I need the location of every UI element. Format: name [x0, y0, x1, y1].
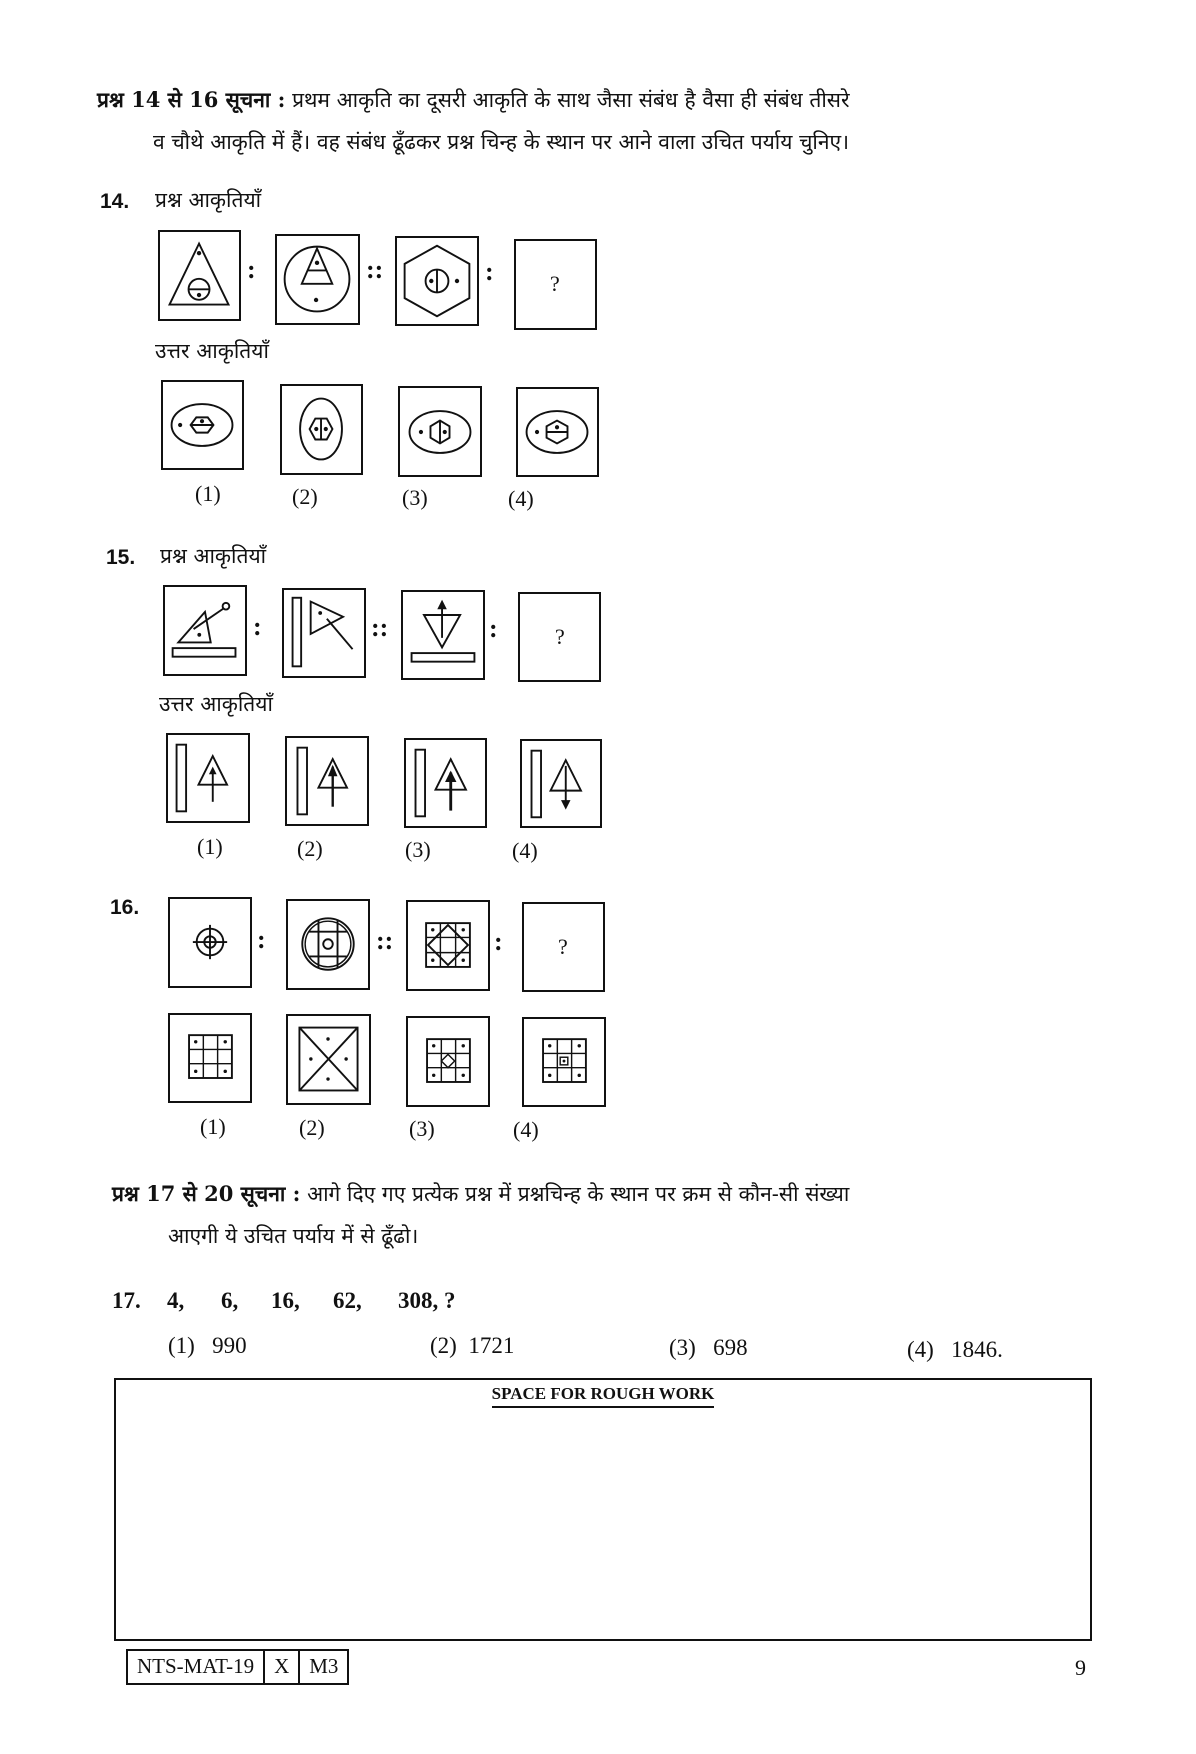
rough-work-title-text: SPACE FOR ROUGH WORK [492, 1384, 715, 1408]
instruction-17-20-line1: आगे दिए गए प्रत्येक प्रश्न में प्रश्नचिन्ह के स्थान पर क्रम से कौन-सी संख्या [307, 1182, 850, 1206]
q14-option-3: (3) [402, 485, 428, 510]
footer-class: X [265, 1651, 300, 1683]
q15-answer-1 [166, 733, 250, 823]
q14-question-label: प्रश्न आकृतियाँ [155, 188, 262, 212]
instruction-17-20-line2: आएगी ये उचित पर्याय में से ढूँढो। [168, 1224, 419, 1248]
q17-term-5: 308, ? [398, 1288, 456, 1313]
q16-figure-2 [286, 899, 370, 990]
q16-answer-2 [286, 1014, 371, 1105]
q14-question-mark: ? [550, 271, 560, 296]
rough-work-title [116, 1384, 1090, 1404]
q15-figure-1 [163, 585, 247, 676]
q15-figure-4 [518, 592, 601, 682]
q15-question-label: प्रश्न आकृतियाँ [160, 544, 267, 568]
q14-number: 14. [100, 190, 130, 213]
q17-option-4-value: 1846. [951, 1337, 1003, 1362]
q16-number: 16. [110, 896, 140, 919]
q17-option-1-num: (1) [168, 1333, 195, 1358]
q14-answer-2 [280, 384, 363, 475]
q17-option-2-value: 1721 [468, 1333, 515, 1358]
q16-figure-3 [406, 900, 490, 991]
instruction-14-16-label: प्रश्न 14 से 16 सूचना : [97, 87, 286, 112]
footer-code-box [126, 1649, 349, 1685]
q15-figure-3 [401, 590, 485, 680]
q16-figure-4 [522, 902, 605, 992]
instruction-17-20 [112, 1172, 849, 1216]
q17-term-2: 6, [221, 1288, 239, 1313]
q17-term-4: 62, [333, 1288, 362, 1313]
q15-option-4: (4) [512, 838, 538, 863]
q16-option-1: (1) [200, 1114, 226, 1139]
q17-option-4 [907, 1337, 1003, 1363]
q15-answer-4 [520, 739, 602, 828]
q15-figure-2 [282, 588, 366, 678]
q16-option-3: (3) [409, 1116, 435, 1141]
q15-option-3: (3) [405, 837, 431, 862]
q17-number: 17. [112, 1288, 141, 1313]
q16-answer-3 [406, 1016, 490, 1107]
q16-separator-1: : [257, 925, 266, 954]
q14-option-1: (1) [195, 481, 221, 506]
q14-figure-3 [395, 236, 479, 326]
q17-term-3: 16, [271, 1288, 300, 1313]
rough-work-box [114, 1378, 1092, 1641]
q16-answer-1 [168, 1013, 252, 1103]
q15-separator-2: :: [371, 613, 389, 642]
q17-option-1-value: 990 [212, 1333, 247, 1358]
q15-answer-3 [404, 738, 487, 828]
q14-option-4: (4) [508, 486, 534, 511]
q14-figure-2 [275, 234, 360, 325]
q14-separator-2: :: [366, 255, 384, 284]
q16-figure-1 [168, 897, 252, 988]
q17-option-2 [430, 1333, 514, 1359]
q14-answer-label: उत्तर आकृतियाँ [155, 339, 269, 363]
q16-option-4: (4) [513, 1117, 539, 1142]
q14-separator-1: : [247, 255, 256, 284]
q17-option-1 [168, 1333, 247, 1359]
q15-separator-1: : [253, 612, 262, 641]
q14-separator-3: : [485, 257, 494, 286]
q16-separator-3: : [494, 927, 503, 956]
q17-option-2-num: (2) [430, 1333, 457, 1358]
q17-option-3 [669, 1335, 748, 1361]
q16-answer-4 [522, 1017, 606, 1107]
footer-code: NTS-MAT-19 [128, 1651, 265, 1683]
instruction-14-16 [97, 78, 850, 122]
q15-number: 15. [106, 546, 136, 569]
q15-answer-2 [285, 736, 369, 826]
q17-option-3-num: (3) [669, 1335, 696, 1360]
instruction-14-16-line2: व चौथे आकृति में हैं। वह संबंध ढूँढकर प्रश्न चिन्ह के स्थान पर आने वाला उचित पर्याय चुनिए। [153, 130, 850, 154]
q15-option-2: (2) [297, 836, 323, 861]
q17-option-3-value: 698 [713, 1335, 748, 1360]
q14-answer-4 [516, 387, 599, 477]
q16-question-mark: ? [558, 934, 568, 959]
page-number: 9 [1075, 1655, 1086, 1680]
q14-answer-1 [161, 380, 244, 470]
q17-term-1: 4, [167, 1288, 185, 1313]
q17-option-4-num: (4) [907, 1337, 934, 1362]
q15-question-mark: ? [555, 624, 565, 649]
instruction-14-16-line1: प्रथम आकृति का दूसरी आकृति के साथ जैसा संबंध है वैसा ही संबंध तीसरे [292, 88, 850, 112]
q15-separator-3: : [489, 614, 498, 643]
q14-answer-3 [398, 386, 482, 477]
q14-figure-4 [514, 239, 597, 330]
instruction-17-20-label: प्रश्न 17 से 20 सूचना : [112, 1181, 301, 1206]
q14-option-2: (2) [292, 484, 318, 509]
footer-set: M3 [309, 1654, 339, 1678]
q14-figure-1 [158, 230, 241, 321]
q16-option-2: (2) [299, 1115, 325, 1140]
q15-option-1: (1) [197, 834, 223, 859]
q16-separator-2: :: [376, 926, 394, 955]
q15-answer-label: उत्तर आकृतियाँ [159, 692, 273, 716]
